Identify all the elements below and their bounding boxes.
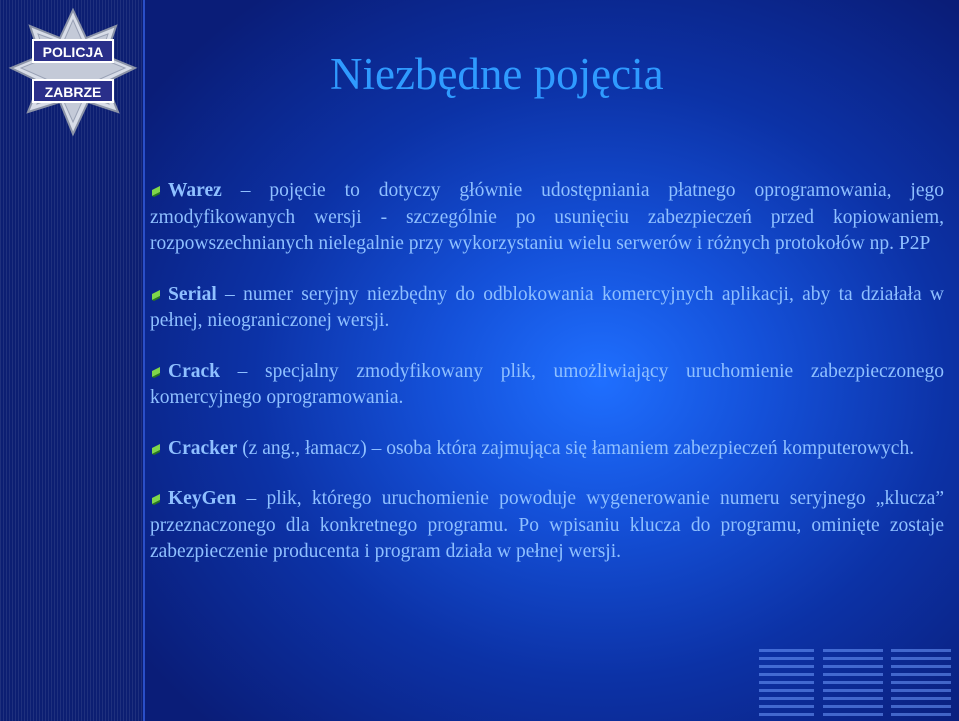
decorative-stripes — [759, 643, 959, 721]
police-logo — [8, 8, 138, 138]
bullet-icon — [150, 366, 162, 378]
logo-text-policja: POLICJA — [42, 44, 104, 60]
bullet-icon — [150, 289, 162, 301]
slide-title: Niezbędne pojęcia — [330, 49, 664, 99]
police-star-badge-icon — [11, 10, 135, 134]
bullet-icon — [150, 185, 162, 197]
term-keygen: KeyGen — [168, 488, 237, 509]
bullet-icon — [150, 493, 162, 505]
bullet-icon — [150, 443, 162, 455]
definition-keygen — [150, 486, 944, 566]
definition-text-serial: – numer seryjny niezbędny do odblokowania komercyjnych aplikacji, aby ta działała w pełnej, nieograniczonej wersji. — [150, 283, 944, 331]
definition-text-warez: – pojęcie to dotyczy głównie udostępniania płatnego oprogramowania, jego zmodyfikowanych wersji - szczególnie po usunięciu zabezpieczeń przed kopiowaniem, rozpowszechnianych nielegalnie przy wykorzystaniu wielu serwerów i różnych protokołów np. P2P — [150, 180, 944, 254]
definitions-list — [150, 178, 944, 590]
left-band-edge — [143, 0, 145, 721]
term-warez: Warez — [168, 180, 222, 201]
definition-warez — [150, 178, 944, 258]
definition-text-cracker: (z ang., łamacz) – osoba która zajmująca się łamaniem zabezpieczeń komputerowych. — [237, 437, 915, 459]
definition-cracker — [150, 436, 944, 463]
definition-text-keygen: – plik, którego uruchomienie powoduje wygenerowanie numeru seryjnego „klucza” przeznaczonego dla konkretnego programu. Po wpisaniu klucza do programu, ominięte zostaje zabezpieczenie producenta i program działa w pełnej wersji. — [150, 488, 944, 562]
term-cracker: Cracker — [168, 437, 238, 459]
definition-crack — [150, 359, 944, 412]
logo-text-zabrze: ZABRZE — [44, 84, 102, 100]
term-crack: Crack — [168, 360, 220, 382]
term-serial: Serial — [168, 283, 217, 305]
definition-serial — [150, 282, 944, 335]
definition-text-crack: – specjalny zmodyfikowany plik, umożliwiający uruchomienie zabezpieczonego komercyjnego oprogramowania. — [150, 360, 944, 408]
